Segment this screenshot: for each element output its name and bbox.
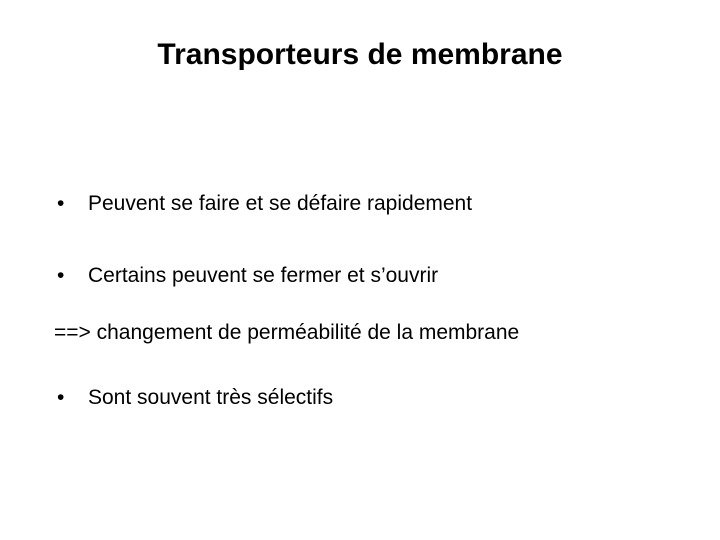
bullet-text: Peuvent se faire et se défaire rapidement — [88, 192, 473, 215]
bullet-marker: • — [57, 264, 65, 287]
slide-title: Transporteurs de membrane — [157, 38, 563, 71]
bullet-marker: • — [57, 192, 65, 215]
bullet-item — [57, 263, 438, 289]
consequence-note: ==> changement de perméabilité de la membrane — [54, 321, 520, 344]
bullet-marker: • — [57, 386, 65, 409]
bullet-text: Sont souvent très sélectifs — [88, 386, 334, 409]
bullet-item — [57, 191, 472, 217]
bullet-item — [57, 385, 333, 411]
bullet-text: Certains peuvent se fermer et s’ouvrir — [88, 264, 439, 287]
